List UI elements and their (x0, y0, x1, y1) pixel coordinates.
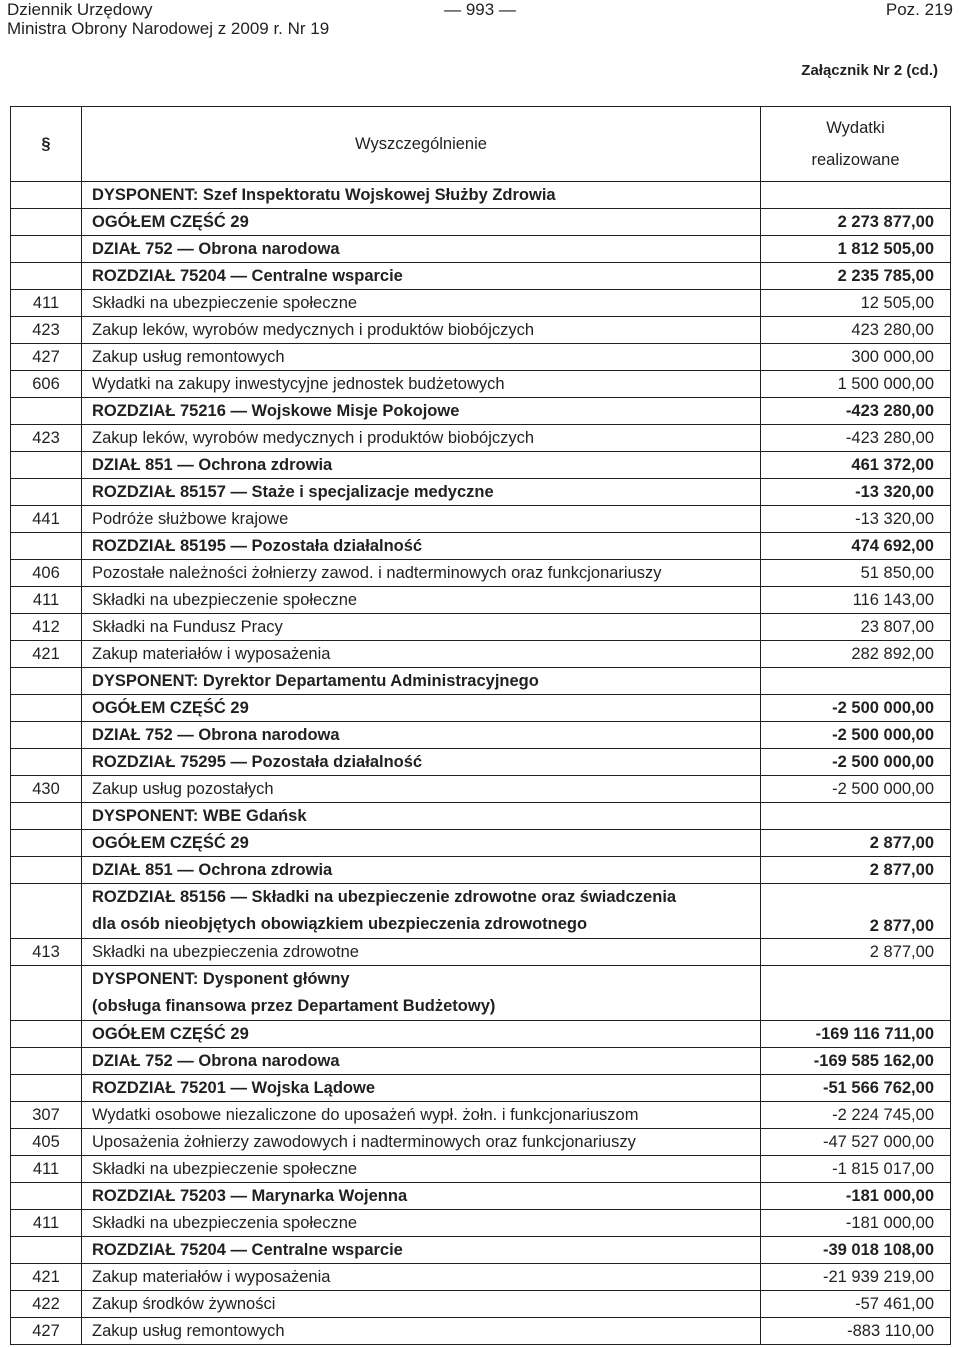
row-description: Zakup materiałów i wyposażenia (82, 1264, 761, 1291)
row-description: Składki na ubezpieczenie społeczne (82, 1156, 761, 1183)
table-row (11, 587, 951, 614)
row-amount: -883 110,00 (761, 1318, 951, 1345)
table-row (11, 939, 951, 966)
table-row (11, 344, 951, 371)
table-row (11, 614, 951, 641)
row-amount: -423 280,00 (761, 398, 951, 425)
row-description-line2: dla osób nieobjętych obowiązkiem ubezpieczenia zdrowotnego (92, 915, 588, 933)
row-description: OGÓŁEM CZĘŚĆ 29 (82, 209, 761, 236)
table-row (11, 479, 951, 506)
table-row (11, 290, 951, 317)
ministry-line: Ministra Obrony Narodowej z 2009 r. Nr 19 (7, 19, 330, 38)
row-amount: -2 224 745,00 (761, 1102, 951, 1129)
row-amount: 1 812 505,00 (761, 236, 951, 263)
table-row (11, 966, 951, 1021)
row-description: Pozostałe należności żołnierzy zawod. i nadterminowych oraz funkcjonariuszy (82, 560, 761, 587)
paragraph-code (11, 209, 82, 236)
row-amount: 2 877,00 (761, 939, 951, 966)
paragraph-code (11, 1021, 82, 1048)
row-amount: -13 320,00 (761, 506, 951, 533)
row-amount: 12 505,00 (761, 290, 951, 317)
row-amount: -423 280,00 (761, 425, 951, 452)
paragraph-code: 411 (11, 1210, 82, 1237)
paragraph-code: 427 (11, 1318, 82, 1345)
row-amount: 461 372,00 (761, 452, 951, 479)
row-description: ROZDZIAŁ 75216 — Wojskowe Misje Pokojowe (82, 398, 761, 425)
row-amount (761, 668, 951, 695)
row-description: ROZDZIAŁ 85195 — Pozostała działalność (82, 533, 761, 560)
table-row (11, 209, 951, 236)
row-description: Składki na ubezpieczenia zdrowotne (82, 939, 761, 966)
row-amount (761, 182, 951, 209)
page-number: — 993 — (444, 0, 516, 19)
header-amount-line2: realizowane (811, 151, 900, 169)
row-amount: 2 877,00 (761, 857, 951, 884)
paragraph-code (11, 1183, 82, 1210)
paragraph-code (11, 1048, 82, 1075)
table-row (11, 776, 951, 803)
table-row (11, 857, 951, 884)
row-description (82, 966, 761, 1021)
row-description: Zakup leków, wyrobów medycznych i produktów biobójczych (82, 425, 761, 452)
row-description: Wydatki osobowe niezaliczone do uposażeń wypł. żołn. i funkcjonariuszom (82, 1102, 761, 1129)
table-header-row (11, 107, 951, 182)
row-amount: -13 320,00 (761, 479, 951, 506)
row-description: Składki na ubezpieczenie społeczne (82, 587, 761, 614)
row-description: ROZDZIAŁ 75204 — Centralne wsparcie (82, 1237, 761, 1264)
row-description: OGÓŁEM CZĘŚĆ 29 (82, 695, 761, 722)
row-amount: 423 280,00 (761, 317, 951, 344)
table-row (11, 641, 951, 668)
paragraph-code: 406 (11, 560, 82, 587)
table-row (11, 1102, 951, 1129)
table-row (11, 371, 951, 398)
row-description: DZIAŁ 752 — Obrona narodowa (82, 236, 761, 263)
row-amount: 2 877,00 (761, 830, 951, 857)
table-row (11, 1129, 951, 1156)
row-amount: -181 000,00 (761, 1183, 951, 1210)
row-description: Uposażenia żołnierzy zawodowych i nadterminowych oraz funkcjonariuszy (82, 1129, 761, 1156)
row-amount: -181 000,00 (761, 1210, 951, 1237)
paragraph-code: 307 (11, 1102, 82, 1129)
row-amount (761, 966, 951, 1021)
row-description: DYSPONENT: WBE Gdańsk (82, 803, 761, 830)
paragraph-code (11, 966, 82, 1021)
paragraph-code (11, 236, 82, 263)
expenditure-table (10, 106, 951, 1345)
table-row (11, 425, 951, 452)
paragraph-code (11, 398, 82, 425)
paragraph-code (11, 830, 82, 857)
row-amount: -57 461,00 (761, 1291, 951, 1318)
table-row (11, 398, 951, 425)
table-row (11, 236, 951, 263)
row-description: Składki na ubezpieczenie społeczne (82, 290, 761, 317)
paragraph-code: 412 (11, 614, 82, 641)
journal-title: Dziennik Urzędowy (7, 0, 153, 19)
row-description: ROZDZIAŁ 75295 — Pozostała działalność (82, 749, 761, 776)
row-amount: 300 000,00 (761, 344, 951, 371)
paragraph-code (11, 695, 82, 722)
row-description-line1: ROZDZIAŁ 85156 — Składki na ubezpieczenie zdrowotne oraz świadczenia (92, 888, 677, 906)
row-description: Składki na ubezpieczenia społeczne (82, 1210, 761, 1237)
table-row (11, 1318, 951, 1345)
header-amount-line1: Wydatki (826, 119, 885, 137)
row-amount: -51 566 762,00 (761, 1075, 951, 1102)
paragraph-code: 413 (11, 939, 82, 966)
row-description: DZIAŁ 851 — Ochrona zdrowia (82, 857, 761, 884)
header-description: Wyszczególnienie (82, 107, 761, 182)
table-row (11, 1183, 951, 1210)
row-description-line2: (obsługa finansowa przez Departament Budżetowy) (92, 997, 496, 1015)
row-description: ROZDZIAŁ 85157 — Staże i specjalizacje medyczne (82, 479, 761, 506)
row-amount: -39 018 108,00 (761, 1237, 951, 1264)
paragraph-code (11, 263, 82, 290)
row-amount: 116 143,00 (761, 587, 951, 614)
table-row (11, 506, 951, 533)
row-amount: -2 500 000,00 (761, 695, 951, 722)
paragraph-code: 411 (11, 587, 82, 614)
row-amount: -2 500 000,00 (761, 749, 951, 776)
paragraph-code: 423 (11, 425, 82, 452)
row-amount: -1 815 017,00 (761, 1156, 951, 1183)
paragraph-code: 422 (11, 1291, 82, 1318)
row-amount: 2 877,00 (761, 884, 951, 939)
row-description: DZIAŁ 851 — Ochrona zdrowia (82, 452, 761, 479)
row-description: ROZDZIAŁ 75203 — Marynarka Wojenna (82, 1183, 761, 1210)
row-amount (761, 803, 951, 830)
table-row (11, 1291, 951, 1318)
paragraph-code: 606 (11, 371, 82, 398)
table-row (11, 317, 951, 344)
table-row (11, 803, 951, 830)
row-amount: 2 235 785,00 (761, 263, 951, 290)
row-amount: -2 500 000,00 (761, 776, 951, 803)
row-description: Zakup środków żywności (82, 1291, 761, 1318)
paragraph-code: 421 (11, 641, 82, 668)
paragraph-code (11, 857, 82, 884)
table-row (11, 1075, 951, 1102)
row-description-line1: DYSPONENT: Dysponent główny (92, 970, 350, 988)
paragraph-code: 411 (11, 1156, 82, 1183)
paragraph-code (11, 722, 82, 749)
table-row (11, 1048, 951, 1075)
paragraph-code (11, 749, 82, 776)
row-description: Wydatki na zakupy inwestycyjne jednostek budżetowych (82, 371, 761, 398)
row-amount: -47 527 000,00 (761, 1129, 951, 1156)
row-description: DYSPONENT: Szef Inspektoratu Wojskowej Służby Zdrowia (82, 182, 761, 209)
paragraph-code: 421 (11, 1264, 82, 1291)
table-row (11, 695, 951, 722)
row-description: ROZDZIAŁ 75201 — Wojska Lądowe (82, 1075, 761, 1102)
paragraph-code: 430 (11, 776, 82, 803)
table-row (11, 668, 951, 695)
row-description: ROZDZIAŁ 75204 — Centralne wsparcie (82, 263, 761, 290)
table-row (11, 1210, 951, 1237)
row-description: DZIAŁ 752 — Obrona narodowa (82, 722, 761, 749)
row-amount: -169 585 162,00 (761, 1048, 951, 1075)
row-amount: 1 500 000,00 (761, 371, 951, 398)
paragraph-code (11, 182, 82, 209)
row-description: Zakup usług remontowych (82, 1318, 761, 1345)
paragraph-code (11, 452, 82, 479)
row-amount: -2 500 000,00 (761, 722, 951, 749)
row-amount: 23 807,00 (761, 614, 951, 641)
paragraph-code (11, 803, 82, 830)
row-description: Zakup materiałów i wyposażenia (82, 641, 761, 668)
table-row (11, 182, 951, 209)
row-amount: 474 692,00 (761, 533, 951, 560)
paragraph-code: 427 (11, 344, 82, 371)
row-amount: -21 939 219,00 (761, 1264, 951, 1291)
table-row (11, 560, 951, 587)
row-description: OGÓŁEM CZĘŚĆ 29 (82, 1021, 761, 1048)
row-description: Zakup leków, wyrobów medycznych i produktów biobójczych (82, 317, 761, 344)
row-description: Zakup usług pozostałych (82, 776, 761, 803)
paragraph-code (11, 479, 82, 506)
paragraph-code: 423 (11, 317, 82, 344)
row-amount: 51 850,00 (761, 560, 951, 587)
header-amount (761, 107, 951, 182)
table-row (11, 749, 951, 776)
paragraph-code (11, 668, 82, 695)
table-row (11, 830, 951, 857)
row-amount: 2 273 877,00 (761, 209, 951, 236)
row-amount: -169 116 711,00 (761, 1021, 951, 1048)
row-description (82, 884, 761, 939)
paragraph-code (11, 533, 82, 560)
row-amount: 282 892,00 (761, 641, 951, 668)
paragraph-code: 441 (11, 506, 82, 533)
table-row (11, 1156, 951, 1183)
row-description: Składki na Fundusz Pracy (82, 614, 761, 641)
paragraph-code (11, 1237, 82, 1264)
row-description: Podróże służbowe krajowe (82, 506, 761, 533)
paragraph-code: 411 (11, 290, 82, 317)
row-description: Zakup usług remontowych (82, 344, 761, 371)
position-number: Poz. 219 (885, 0, 953, 19)
row-description: DZIAŁ 752 — Obrona narodowa (82, 1048, 761, 1075)
table-row (11, 452, 951, 479)
table-row (11, 533, 951, 560)
paragraph-code (11, 884, 82, 939)
paragraph-code: 405 (11, 1129, 82, 1156)
paragraph-code (11, 1075, 82, 1102)
table-row (11, 1264, 951, 1291)
attachment-label: Załącznik Nr 2 (cd.) (801, 62, 938, 79)
table-row (11, 884, 951, 939)
table-row (11, 722, 951, 749)
table-row (11, 1021, 951, 1048)
row-description: OGÓŁEM CZĘŚĆ 29 (82, 830, 761, 857)
table-row (11, 1237, 951, 1264)
header-paragraph: § (11, 107, 82, 182)
table-row (11, 263, 951, 290)
row-description: DYSPONENT: Dyrektor Departamentu Administracyjnego (82, 668, 761, 695)
